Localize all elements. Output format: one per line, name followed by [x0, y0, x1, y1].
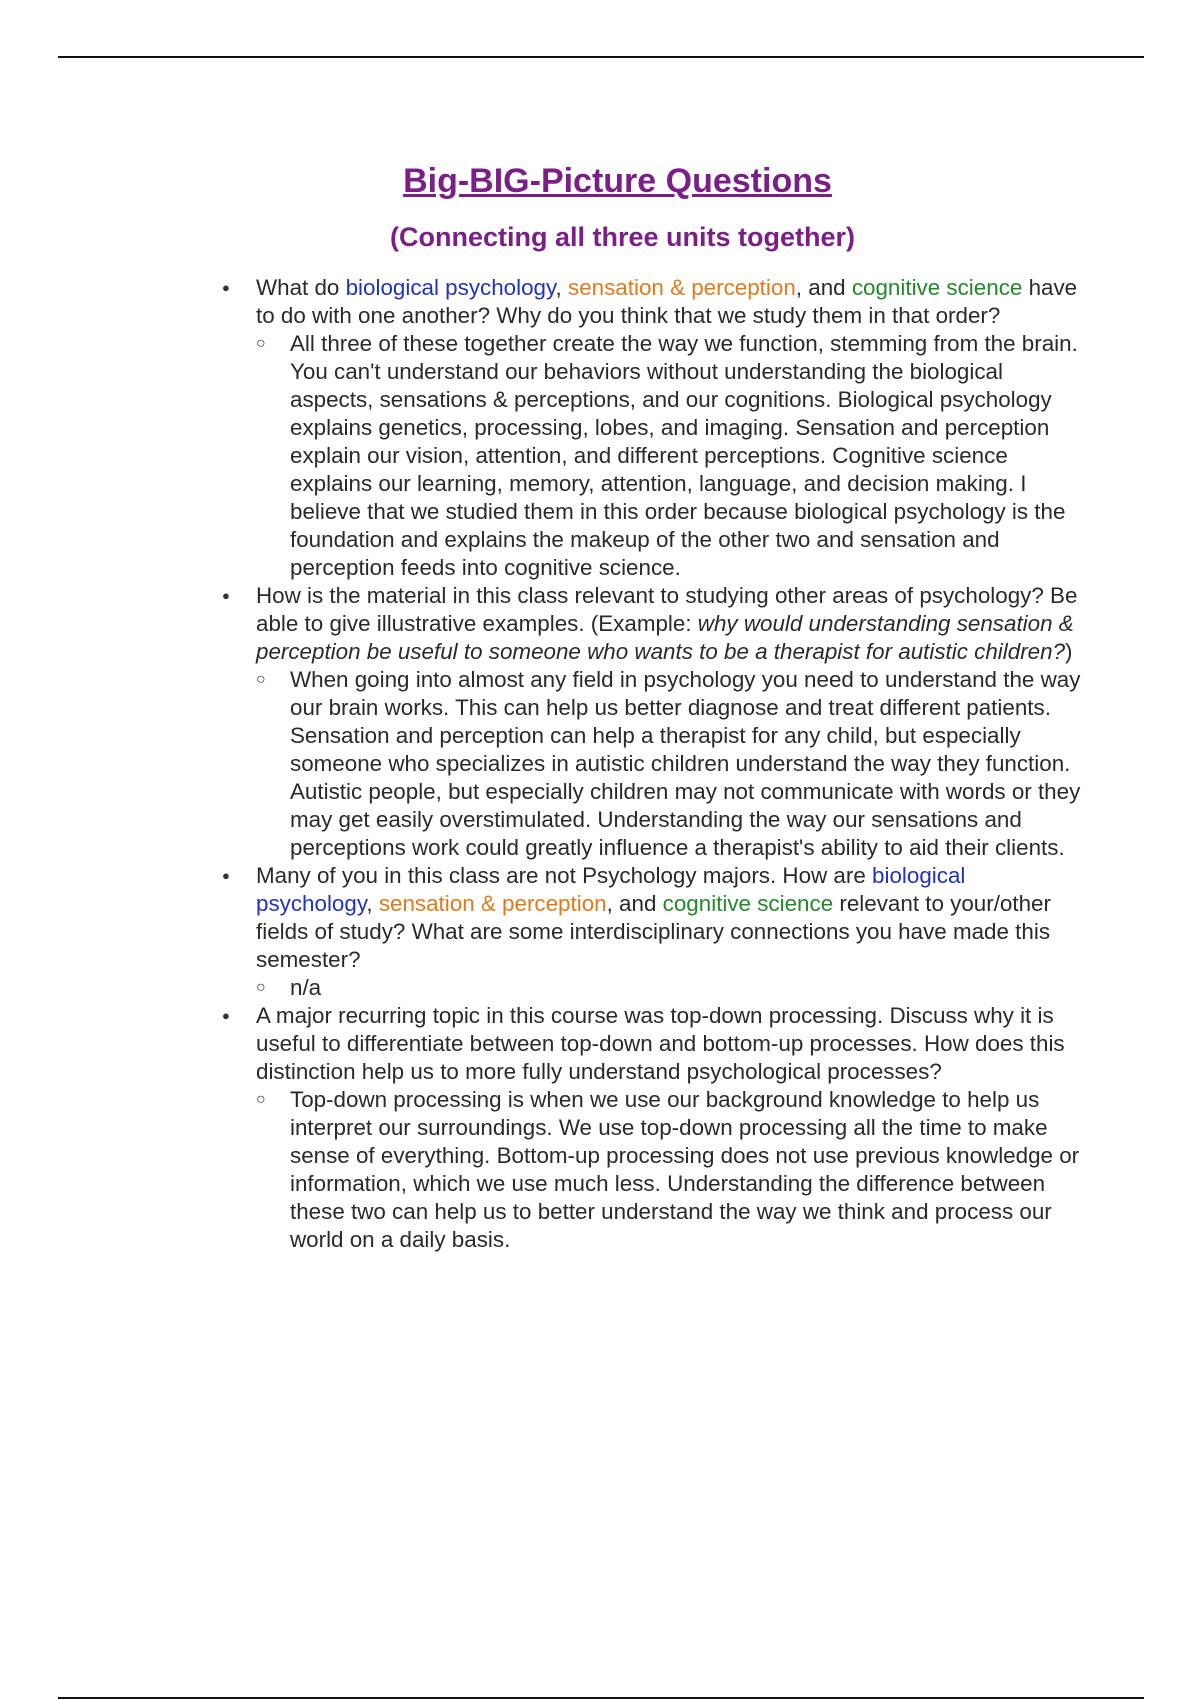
page-title: Big-BIG-Picture Questions — [403, 162, 832, 200]
question-3 — [256, 862, 1088, 974]
answer-4: ○ Top-down processing is when we use our background knowledge to help us interpret our surroundings. We use top-down processing all the time to make sense of everything. Bottom-up processing does not use previous knowledge or information, which we use much less. Understanding the difference between these two can help us to better understand the way we think and process our world on a daily basis. — [290, 1086, 1088, 1254]
header-rule — [58, 56, 1144, 58]
question-3-sep2: , and — [606, 891, 663, 916]
question-3-sep1: , — [366, 891, 379, 916]
question-1 — [256, 274, 1088, 330]
question-2-example: why would understanding sensation & perception be useful to someone who wants to be a therapist for autistic children? — [256, 611, 1074, 664]
term-biological-psychology: biological psychology — [345, 275, 556, 300]
question-2 — [256, 582, 1088, 666]
page-subtitle: (Connecting all three units together) — [389, 222, 855, 252]
question-1-suffix: have to do with one another? Why do you think that we study them in that order? — [256, 275, 1078, 328]
answer-1: ○ All three of these together create the way we function, stemming from the brain. You can't understand our behaviors without understanding the biological aspects, sensations & perceptions, and our cognitions. Biological psychology explains genetics, processing, lobes, and imaging. Sensation and perception explain our vision, attention, and different perceptions. Cognitive science explains our learning, memory, attention, language, and decision making. I believe that we studied them in this order because biological psychology is the foundation and explains the makeup of the other two and sensation and perception feeds into cognitive science. — [290, 330, 1088, 582]
answer-3: ○ n/a — [290, 974, 1088, 1002]
term-sensation-perception: sensation & perception — [568, 275, 796, 300]
term-biological-psychology: biological psychology — [256, 863, 966, 916]
term-cognitive-science: cognitive science — [662, 891, 834, 916]
question-1-sep1: , — [555, 275, 568, 300]
question-2-suffix: ) — [1065, 639, 1073, 664]
question-2-prefix: How is the material in this class relevant to studying other areas of psychology? Be able to give illustrative examples. (Example: — [256, 583, 1078, 636]
question-4: ● A major recurring topic in this course was top-down processing. Discuss why it is useful to differentiate between top-down and bottom-up processes. How does this distinction help us to more fully understand psychological processes? — [256, 1002, 1088, 1086]
answer-2: ○ When going into almost any field in psychology you need to understand the way our brain works. This can help us better diagnose and treat different patients. Sensation and perception can help a therapist for any child, but especially someone who specializes in autistic children understand the way they function. Autistic people, but especially children may not communicate with words or they may get easily overstimulated. Understanding the way our sensations and perceptions work could greatly influence a therapist's ability to aid their clients. — [290, 666, 1088, 862]
question-3-suffix: relevant to your/other fields of study? What are some interdisciplinary connections you have made this semester? — [256, 891, 1051, 972]
term-sensation-perception: sensation & perception — [378, 891, 607, 916]
question-3-prefix: Many of you in this class are not Psychology majors. How are — [256, 863, 873, 888]
term-cognitive-science: cognitive science — [851, 275, 1023, 300]
footer-rule — [58, 1697, 1144, 1699]
question-1-prefix: What do — [256, 275, 346, 300]
question-1-sep2: , and — [795, 275, 852, 300]
question-list — [256, 274, 1088, 1254]
